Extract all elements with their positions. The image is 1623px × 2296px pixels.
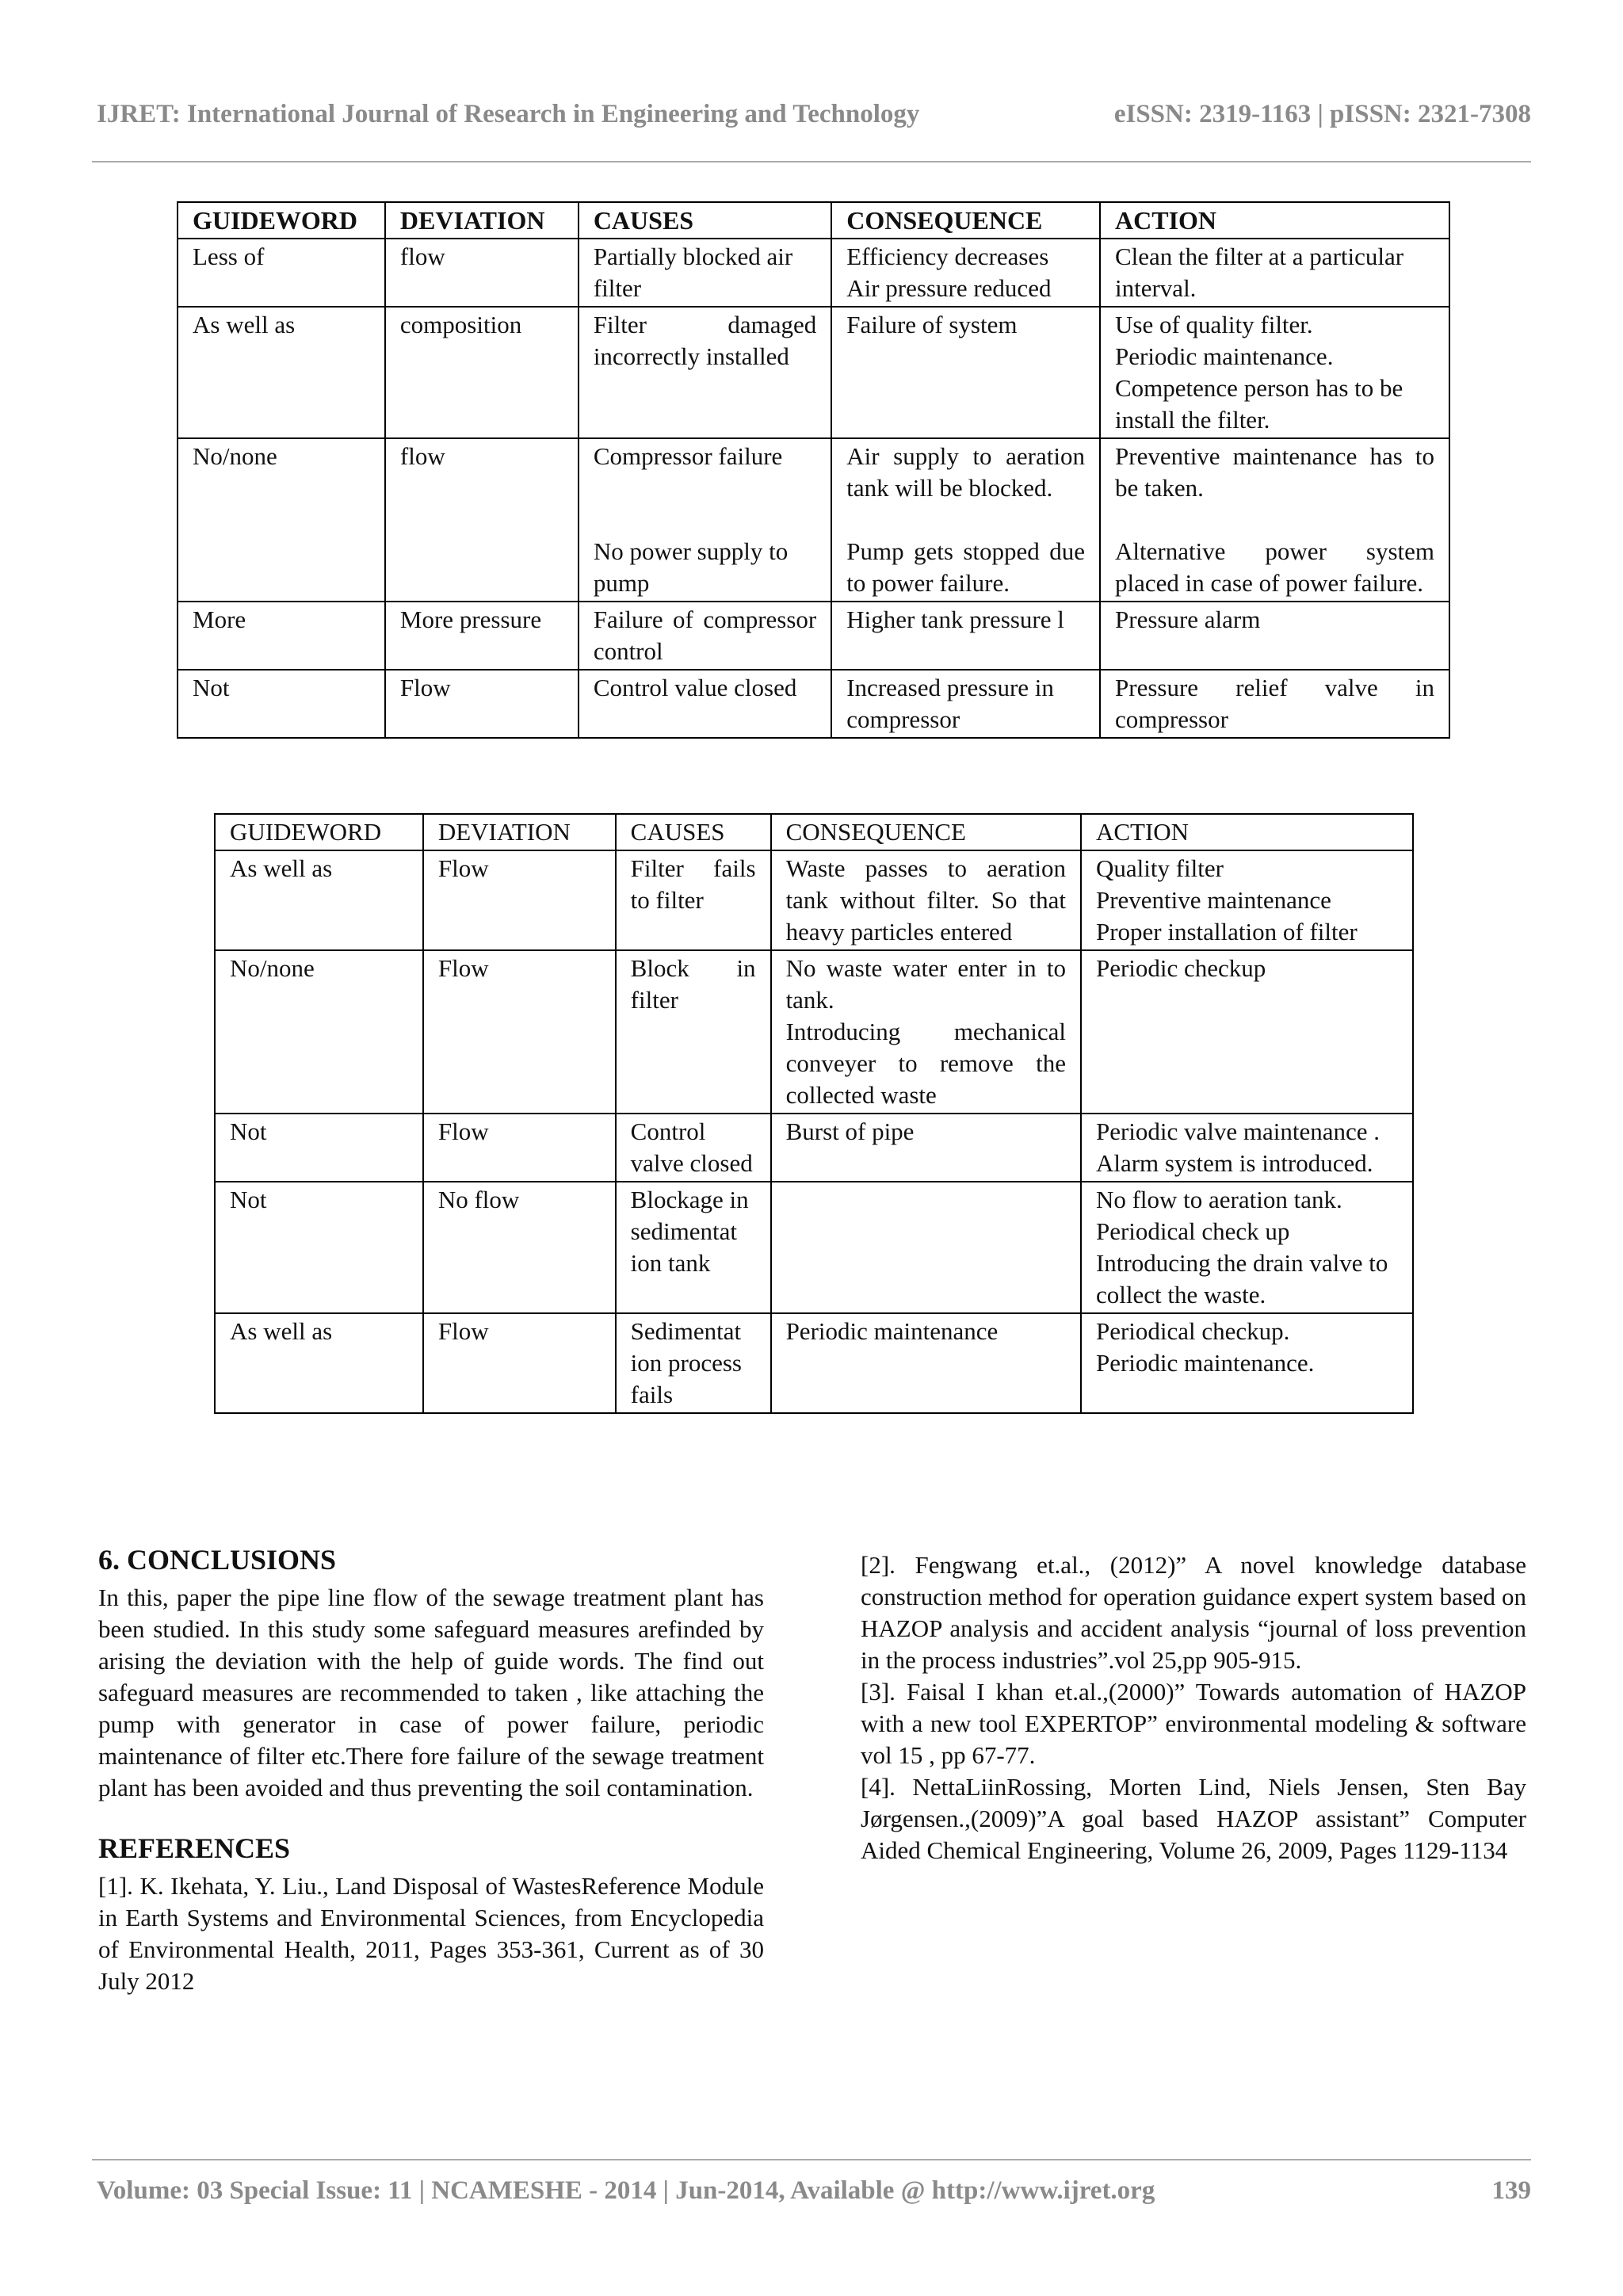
table-cell: As well as — [215, 850, 423, 950]
right-column — [861, 1549, 1526, 1866]
table-cell: Flow — [423, 950, 616, 1114]
reference-item: [2]. Fengwang et.al., (2012)” A novel knowledge database construction method for operation guidance expert system based on HAZOP analysis and accident analysis “journal of loss prevention in the process industries”.vol 25,pp 905-915. — [861, 1551, 1526, 1674]
table-cell: Sedimentat ion process fails — [616, 1313, 771, 1413]
table-cell: Block in filter — [616, 950, 771, 1114]
table-row — [215, 950, 1413, 1114]
header-cell: CONSEQUENCE — [831, 202, 1100, 239]
table-cell: Flow — [423, 850, 616, 950]
table-row — [215, 850, 1413, 950]
table-cell: Pressure alarm — [1100, 602, 1449, 670]
table-cell: Control valve closed — [616, 1114, 771, 1182]
table-row — [215, 1114, 1413, 1182]
table-cell: Less of — [178, 239, 385, 307]
table-cell: Efficiency decreases Air pressure reduced — [831, 239, 1100, 307]
journal-title: IJRET: International Journal of Research in Engineering and Technology — [97, 100, 920, 128]
header-cell: DEVIATION — [385, 202, 579, 239]
table-cell: flow — [385, 438, 579, 602]
references-heading: REFERENCES — [98, 1832, 291, 1864]
table-cell: composition — [385, 307, 579, 438]
header-cell: ACTION — [1100, 202, 1449, 239]
table-cell: Failure of system — [831, 307, 1100, 438]
reference-item: [4]. NettaLiinRossing, Morten Lind, Niels Jensen, Sten Bay Jørgensen.,(2009)”A goal based HAZOP assistant” Computer Aided Chemical Engineering, Volume 26, 2009, Pages 1129-1134 — [861, 1773, 1526, 1864]
table-cell: As well as — [215, 1313, 423, 1413]
table-cell: Filter fails to filter — [616, 850, 771, 950]
table-row — [178, 670, 1449, 738]
table-cell: More pressure — [385, 602, 579, 670]
table-cell: Periodic valve maintenance . Alarm system is introduced. — [1081, 1114, 1413, 1182]
table-cell: Clean the filter at a particular interval. — [1100, 239, 1449, 307]
table-cell: Not — [178, 670, 385, 738]
table-header-row — [178, 202, 1449, 239]
table-cell: Use of quality filter. Periodic maintenance. Competence person has to be install the filter. — [1100, 307, 1449, 438]
table-row — [178, 239, 1449, 307]
page-number: 139 — [1491, 2176, 1531, 2205]
table-cell: No waste water enter in to tank. Introducing mechanical conveyer to remove the collected waste — [771, 950, 1081, 1114]
header-cell: DEVIATION — [423, 814, 616, 850]
table-row — [215, 1313, 1413, 1413]
header-rule — [92, 161, 1531, 162]
footer-rule — [92, 2159, 1531, 2160]
conclusions-heading: 6. CONCLUSIONS — [98, 1544, 337, 1576]
header-cell: CAUSES — [579, 202, 831, 239]
table-header-row — [215, 814, 1413, 850]
table-row — [178, 307, 1449, 438]
table-cell: Periodic maintenance — [771, 1313, 1081, 1413]
table-cell: Periodic checkup — [1081, 950, 1413, 1114]
table-cell: No/none — [178, 438, 385, 602]
table-cell: Preventive maintenance has to be taken. Alternative power system placed in case of power failure. — [1100, 438, 1449, 602]
issn-text: eISSN: 2319-1163 | pISSN: 2321-7308 — [1113, 100, 1531, 128]
table-cell: Not — [215, 1114, 423, 1182]
table-cell: Flow — [423, 1313, 616, 1413]
table-cell: Blockage in sedimentat ion tank — [616, 1182, 771, 1313]
table-cell: Air supply to aeration tank will be blocked. Pump gets stopped due to power failure. — [831, 438, 1100, 602]
header-cell: GUIDEWORD — [215, 814, 423, 850]
table-cell — [771, 1182, 1081, 1313]
table-cell: Periodical checkup. Periodic maintenance. — [1081, 1313, 1413, 1413]
table-row — [215, 1182, 1413, 1313]
hazop-table-2 — [214, 813, 1414, 1414]
running-header — [97, 100, 1531, 129]
table-cell: Pressure relief valve in compressor — [1100, 670, 1449, 738]
table-cell: Flow — [385, 670, 579, 738]
table-cell: More — [178, 602, 385, 670]
table-cell: No flow — [423, 1182, 616, 1313]
left-column — [98, 1544, 764, 1997]
header-cell: ACTION — [1081, 814, 1413, 850]
table-cell: Burst of pipe — [771, 1114, 1081, 1182]
table-cell: No/none — [215, 950, 423, 1114]
conclusions-text: In this, paper the pipe line flow of the sewage treatment plant has been studied. In this study some safeguard measures arefinded by arising the deviation with the help of guide words. The find out safeguard measures are recommended to taken , like attaching the pump with generator in case of power failure, periodic maintenance of filter etc.There fore failure of the sewage treatment plant has been avoided and thus preventing the soil contamination. — [98, 1584, 764, 1801]
table-cell: Partially blocked air filter — [579, 239, 831, 307]
table-cell: Control value closed — [579, 670, 831, 738]
table-cell: Higher tank pressure l — [831, 602, 1100, 670]
header-cell: GUIDEWORD — [178, 202, 385, 239]
table-cell: Quality filter Preventive maintenance Proper installation of filter — [1081, 850, 1413, 950]
table-cell: Flow — [423, 1114, 616, 1182]
reference-item: [1]. K. Ikehata, Y. Liu., Land Disposal of WastesReference Module in Earth Systems and Environmental Sciences, from Encyclopedia of Environmental Health, 2011, Pages 353-361, Current as of 30 July 2012 — [98, 1872, 764, 1995]
table-cell: As well as — [178, 307, 385, 438]
reference-item: [3]. Faisal I khan et.al.,(2000)” Towards automation of HAZOP with a new tool EXPERTOP” environmental modeling & software vol 15 , pp 67-77. — [861, 1678, 1526, 1769]
table-cell: Compressor failure No power supply to pump — [579, 438, 831, 602]
header-cell: CONSEQUENCE — [771, 814, 1081, 850]
table-row — [178, 602, 1449, 670]
table-cell: No flow to aeration tank. Periodical check up Introducing the drain valve to collect the waste. — [1081, 1182, 1413, 1313]
hazop-table-1 — [177, 201, 1450, 739]
table-cell: Failure of compressor control — [579, 602, 831, 670]
table-cell: flow — [385, 239, 579, 307]
table-cell: Waste passes to aeration tank without filter. So that heavy particles entered — [771, 850, 1081, 950]
table-cell: Filter damaged incorrectly installed — [579, 307, 831, 438]
running-footer — [97, 2176, 1531, 2206]
table-cell: Increased pressure in compressor — [831, 670, 1100, 738]
header-cell: CAUSES — [616, 814, 771, 850]
table-row — [178, 438, 1449, 602]
table-cell: Not — [215, 1182, 423, 1313]
volume-text: Volume: 03 Special Issue: 11 | NCAMESHE - 2014 | Jun-2014, Available @ http://www.ijret.org — [97, 2176, 1155, 2205]
